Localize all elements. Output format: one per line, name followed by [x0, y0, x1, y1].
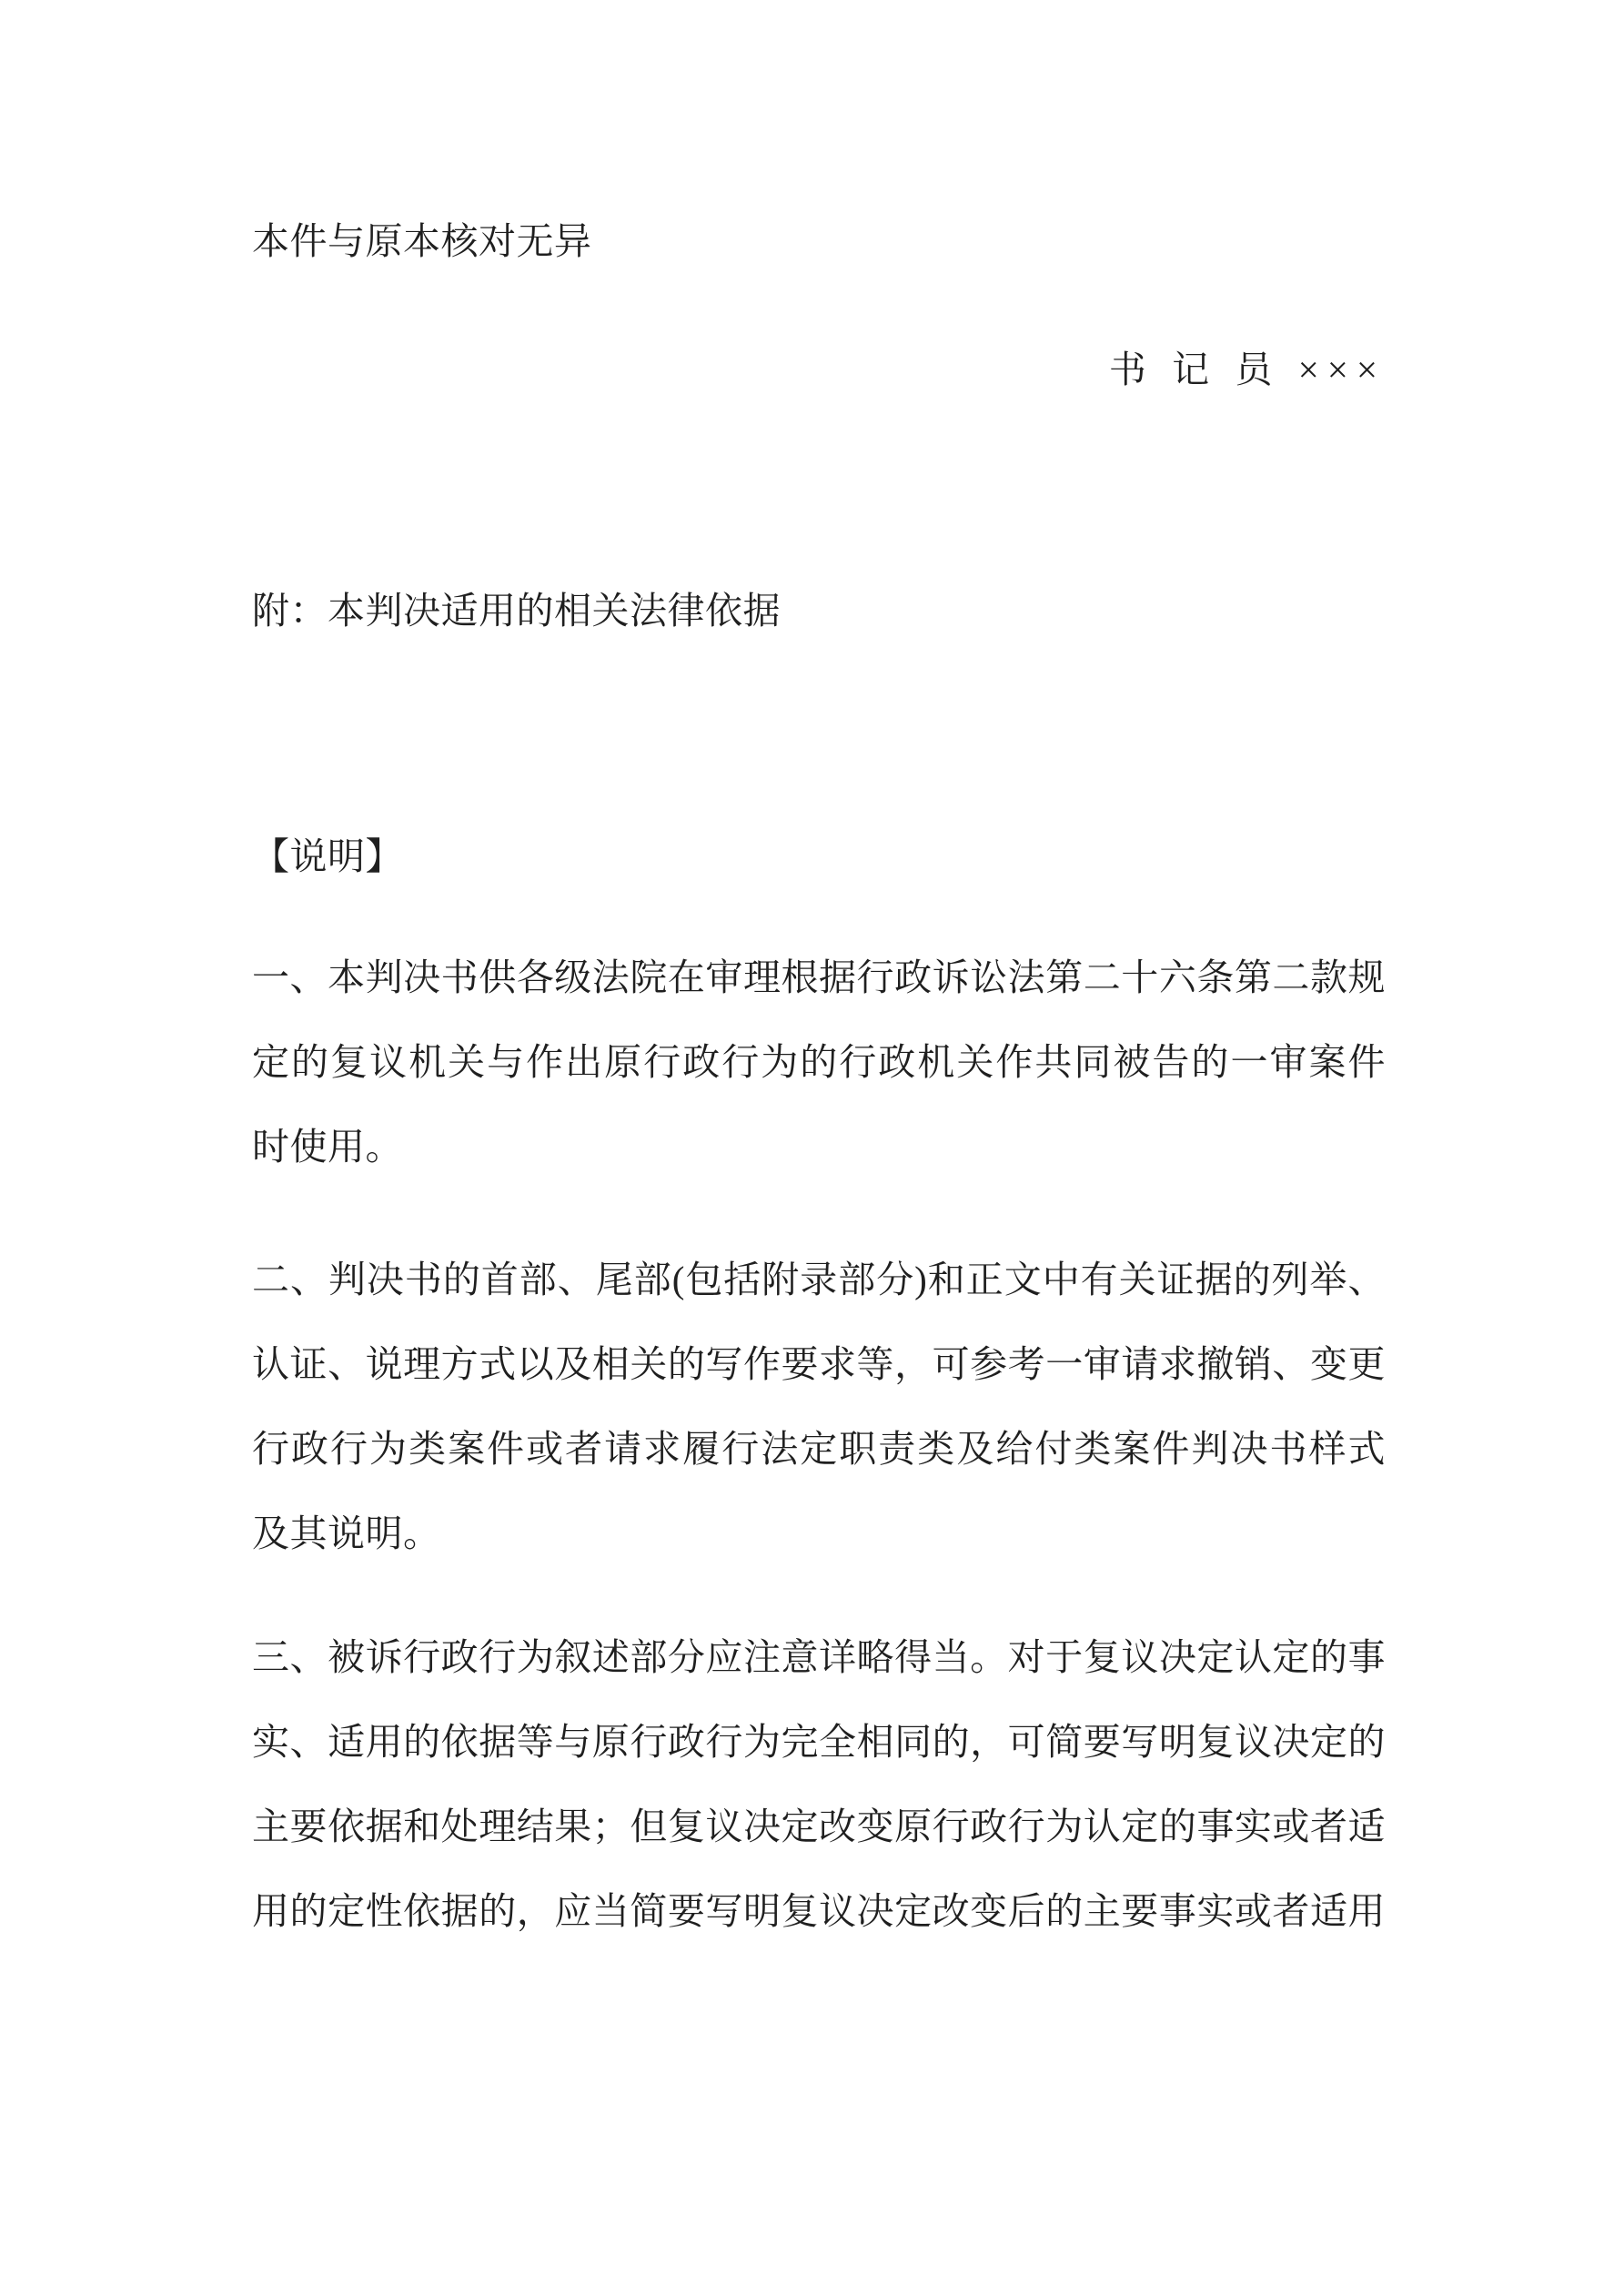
note-1-line-2: 定的复议机关与作出原行政行为的行政机关作共同被告的一审案件	[252, 1041, 1386, 1083]
note-3-line-2: 实、适用的依据等与原行政行为完全相同的，可简要写明复议决定的	[252, 1721, 1386, 1763]
note-2-line-3: 行政行为类案件或者请求履行法定职责类及给付类案件判决书样式	[252, 1428, 1386, 1470]
note-3-line-3: 主要依据和处理结果；但复议决定改变原行政行为认定的事实或者适	[252, 1805, 1386, 1847]
note-1-line-3: 时使用。	[252, 1126, 403, 1168]
clerk-signature-line: 书 记 员 ×××	[1108, 349, 1386, 390]
note-3-line-1: 三、被诉行政行为叙述部分应注意详略得当。对于复议决定认定的事	[252, 1636, 1386, 1678]
note-2-line-4: 及其说明。	[252, 1512, 441, 1554]
appendix-heading: 附：本判决适用的相关法律依据	[252, 590, 781, 632]
verification-note: 本件与原本核对无异	[252, 220, 592, 262]
note-2-line-1: 二、判决书的首部、尾部(包括附录部分)和正文中有关证据的列举、	[252, 1259, 1386, 1300]
notes-section-heading: 【说明】	[252, 835, 403, 877]
note-3-line-4: 用的定性依据的，应当简要写明复议决定改变后的主要事实或者适用	[252, 1890, 1386, 1932]
note-1-line-1: 一、本判决书供各级法院在审理根据行政诉讼法第二十六条第二款规	[252, 956, 1386, 998]
note-2-line-2: 认证、说理方式以及相关的写作要求等，可参考一审请求撤销、变更	[252, 1343, 1386, 1385]
